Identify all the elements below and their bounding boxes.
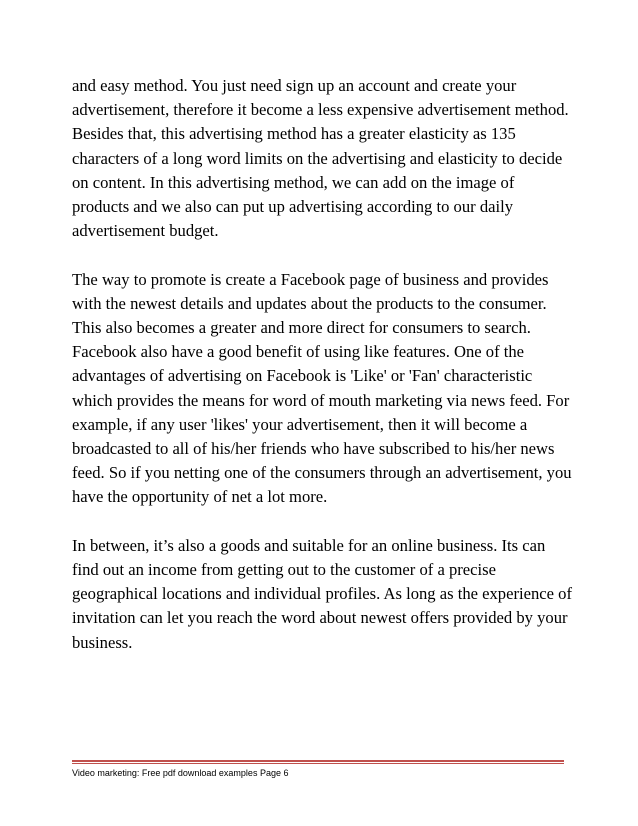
footer-rule — [72, 760, 564, 762]
paragraph-3: In between, it’s also a goods and suitable for an online business. Its can find out an income from getting out to the customer of a precise geographical locations and individual profiles. As long as the experience of invitation can let you reach the word about newest offers provided by your business. — [72, 535, 572, 652]
paragraph-1: and easy method. You just need sign up an account and create your advertisement, therefore it become a less expensive advertisement method. Besides that, this advertising method has a greater elasticity as 135 characters of a long word limits on the advertising and elasticity to decide on content. In this advertising method, we can add on the image of products and we also can put up advertising according to our daily advertisement budget. — [72, 76, 569, 241]
footer-rule-thin — [72, 763, 564, 764]
paragraph-2: The way to promote is create a Facebook page of business and provides with the newest details and updates about the products to the consumer. This also becomes a greater and more direct for consumers to search. Facebook also have a good benefit of using like features. One of the advantages of advertising on Facebook is 'Like' or 'Fan' characteristic which provides the means for word of mouth marketing via news feed. For example, if any user 'likes' your advertisement, then it will become a broadcasted to all of his/her friends who have subscribed to his/her news feed. So if you netting one of the consumers through an advertisement, you have the opportunity of net a lot more. — [72, 269, 572, 507]
footer-text: Video marketing: Free pdf download examples Page 6 — [72, 768, 289, 778]
body-text — [72, 74, 572, 679]
